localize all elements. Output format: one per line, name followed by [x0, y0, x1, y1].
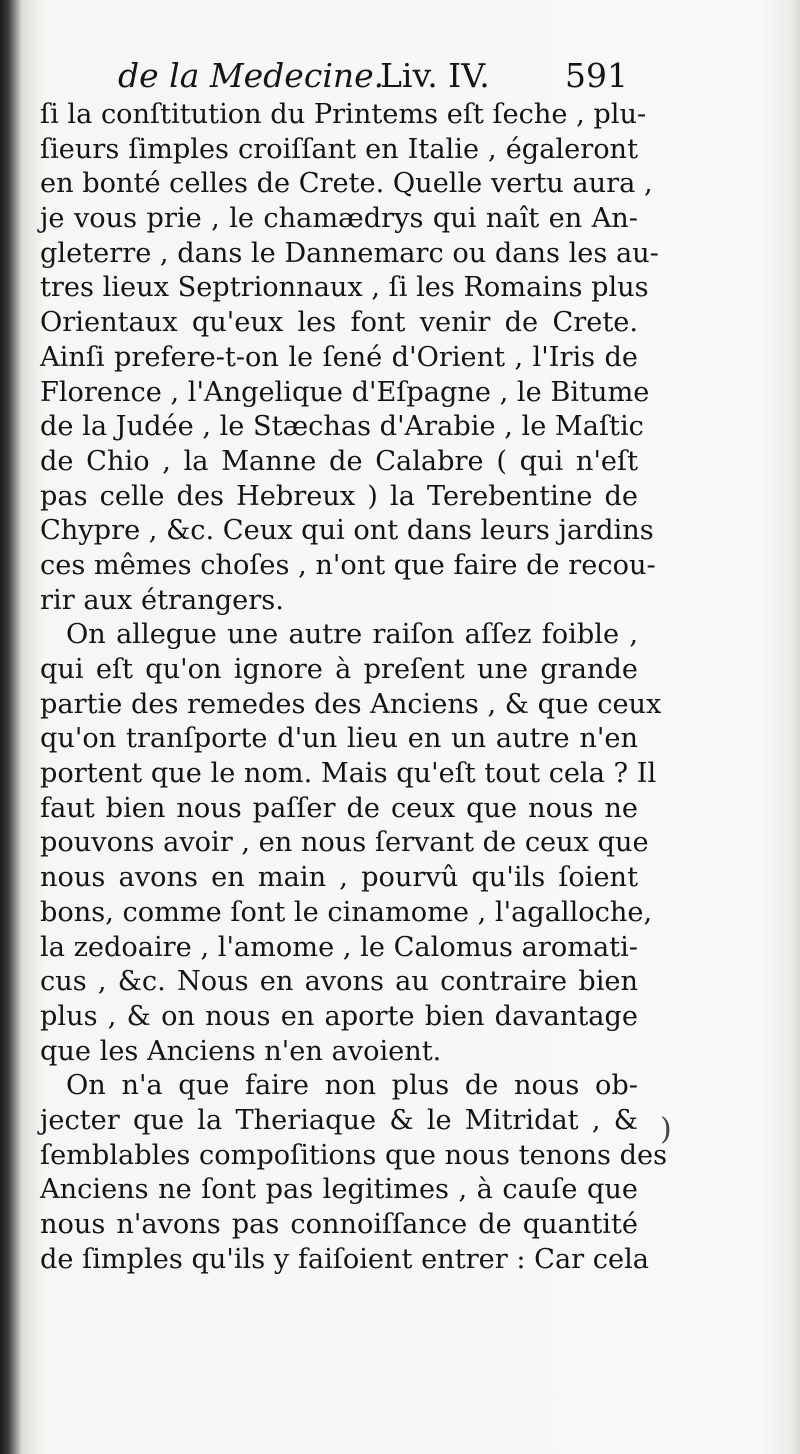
text-line: cus , &c. Nous en avons au contraire bien: [40, 966, 638, 998]
text-line: qu'on tranſporte d'un lieu en un autre n'en: [40, 723, 638, 755]
text-line: que les Anciens n'en avoient.: [40, 1035, 442, 1067]
text-line: Anciens ne ſont pas legitimes , à cauſe que: [40, 1174, 638, 1206]
paragraph: [40, 618, 662, 1069]
paragraph: [40, 98, 659, 618]
text-line: de la Judée , le Stæchas d'Arabie , le Maſtic: [40, 411, 644, 443]
text-line: la zedoaire , l'amome , le Calomus aromati-: [40, 931, 638, 963]
text-line: de Chio , la Manne de Calabre ( qui n'eſt: [40, 445, 638, 477]
paragraph: [40, 1069, 668, 1277]
text-line: Chypre , &c. Ceux qui ont dans leurs jardins: [40, 515, 654, 547]
text-line: On n'a que faire non plus de nous ob-: [66, 1070, 638, 1102]
text-line: pouvons avoir , en nous ſervant de ceux que: [40, 827, 649, 859]
text-line: Florence , l'Angelique d'Eſpagne , le Bitume: [40, 376, 650, 408]
body-text: [40, 98, 668, 1277]
text-line: qui eſt qu'on ignore à preſent une grande: [40, 654, 638, 685]
text-line: Orientaux qu'eux les font venir de Crete.: [40, 307, 638, 339]
text-line: jecter que la Theriaque & le Mitridat , &: [40, 1104, 638, 1136]
text-line: plus , & on nous en aporte bien davantage: [40, 1000, 638, 1032]
page-number: 591: [565, 56, 628, 95]
text-line: ſieurs ſimples croiſſant en Italie , égaleront: [40, 133, 638, 165]
text-line: pas celle des Hebreux ) la Terebentine de: [40, 480, 638, 512]
text-line: partie des remedes des Anciens , & que ceux: [40, 688, 662, 720]
running-head: [118, 52, 638, 100]
running-head-title: de la Medecine.: [118, 56, 385, 95]
text-line: tres lieux Septrionnaux , ſi les Romains plus: [40, 272, 649, 304]
text-line: ces mêmes choſes , n'ont que faire de recou-: [40, 549, 656, 581]
running-head-book: Liv. IV.: [380, 56, 490, 95]
margin-mark: ): [660, 1112, 672, 1147]
text-line: gleterre , dans le Dannemarc ou dans les au-: [40, 237, 659, 269]
text-line: nous avons en main , pourvû qu'ils ſoient: [40, 862, 638, 894]
text-line: On allegue une autre raiſon aſſez foible ,: [66, 619, 638, 651]
text-line: en bonté celles de Crete. Quelle vertu aura ,: [40, 168, 653, 200]
text-line: de ſimples qu'ils y faiſoient entrer : Car cela: [40, 1243, 650, 1275]
text-line: rir aux étrangers.: [40, 584, 284, 616]
text-line: Ainſi prefere-t-on le ſené d'Orient , l'Iris de: [40, 341, 638, 373]
text-line: faut bien nous paſſer de ceux que nous ne: [40, 792, 638, 824]
text-line: ſi la conſtitution du Printems eſt ſeche , plu-: [40, 99, 647, 130]
text-line: portent que le nom. Mais qu'eſt tout cela ? Il: [40, 758, 657, 790]
text-line: je vous prie , le chamædrys qui naît en An-: [40, 203, 638, 235]
text-line: ſemblables compoſitions que nous tenons des: [40, 1139, 668, 1171]
text-line: nous n'avons pas connoiſſance de quantité: [40, 1209, 638, 1240]
text-line: bons, comme ſont le cinamome , l'agalloche,: [40, 896, 653, 928]
